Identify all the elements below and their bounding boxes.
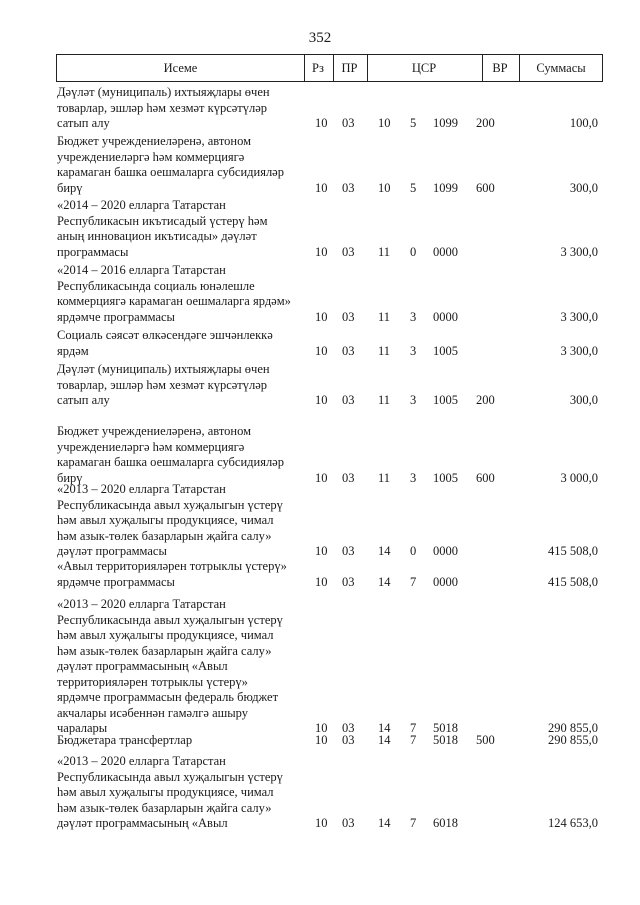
row-csr-1: 14 [378,816,391,830]
row-csr-3: 1099 [433,180,458,195]
row-sum: 3 300,0 [560,343,598,358]
row-csr-1: 11 [378,244,391,259]
table-row [0,754,640,832]
row-csr-1: 11 [378,343,391,358]
row-vr: 200 [476,116,495,130]
row-csr-1: 14 [378,721,391,735]
row-csr-2: 7 [410,733,417,747]
table-header [56,54,603,82]
row-csr-3: 5018 [433,721,458,735]
row-csr-1: 11 [378,470,391,485]
table-row [0,362,640,409]
row-name: «2013 – 2020 елларга Татарстан Республикасында авыл хуҗалыгын үстерү һәм авыл хуҗалыгы продукциясе, чимал һәм азык-төлек базарларын җайга салу» дәүләт программасы [57,482,283,558]
row-name: Бюджет учреждениеләренә, автоном учреждениеләргә һәм коммерциягә карамаган башка оешмаларга субсидияләр бирү [57,424,284,485]
row-rz: 10 [315,470,328,485]
row-pr: 03 [342,393,355,407]
row-rz: 10 [315,343,328,358]
row-name: «2013 – 2020 елларга Татарстан Республикасында авыл хуҗалыгын үстерү һәм авыл хуҗалыгы продукциясе, чимал һәм азык-төлек базарларын җайга салу» дәүләт программасының «Авыл территорияләрен тотрыклы үстерү» ярдәмче программасын федераль бюджет акчалары исәбеннән гамәлгә ашыру чаралары [57,597,283,735]
header-pr: ПР [341,61,358,75]
row-sum: 300,0 [569,393,598,407]
row-name: Дәүләт (муниципаль) ихтыяҗлары өчен товарлар, эшләр һәм хезмәт күрсәтүләр сатып алу [57,85,270,130]
row-sum: 3 300,0 [560,309,598,324]
row-rz: 10 [315,309,328,324]
row-pr: 03 [342,816,355,830]
table-row [0,482,640,560]
row-csr-2: 5 [410,116,417,130]
table-row [0,328,640,359]
row-csr-2: 3 [410,470,417,485]
row-name: «2014 – 2016 елларга Татарстан Республикасында социаль юнәлешле коммерциягә карамаган оешмаларга ярдәм» ярдәмче программасы [57,263,291,324]
row-sum: 290 855,0 [548,733,598,747]
row-csr-2: 3 [410,343,417,358]
row-csr-1: 10 [378,116,391,130]
row-pr: 03 [342,180,355,195]
row-pr: 03 [342,574,355,589]
table-row [0,85,640,132]
row-csr-3: 0000 [433,309,458,324]
row-pr: 03 [342,116,355,130]
row-pr: 03 [342,244,355,259]
row-csr-1: 14 [378,574,391,589]
row-csr-1: 14 [378,544,391,558]
row-sum: 415 508,0 [548,574,598,589]
row-csr-2: 5 [410,180,417,195]
row-sum: 415 508,0 [548,544,598,558]
row-vr: 600 [476,180,495,195]
row-csr-2: 7 [410,574,417,589]
row-csr-1: 11 [378,309,391,324]
table-row [0,263,640,325]
row-pr: 03 [342,721,355,735]
row-csr-1: 10 [378,180,391,195]
row-csr-3: 1005 [433,470,458,485]
row-sum: 100,0 [569,116,598,130]
table-row [0,134,640,196]
header-csr: ЦСР [411,61,437,75]
row-pr: 03 [342,470,355,485]
row-pr: 03 [342,343,355,358]
row-name: «2013 – 2020 елларга Татарстан Республикасында авыл хуҗалыгын үстерү һәм авыл хуҗалыгы продукциясе, чимал һәм азык-төлек базарларын җайга салу» дәүләт программасының «Авыл [57,754,283,830]
header-rz: Рз [312,61,324,75]
table-row [0,733,640,749]
row-rz: 10 [315,733,328,747]
row-csr-3: 1005 [433,343,458,358]
table-row [0,198,640,260]
row-csr-2: 7 [410,816,417,830]
header-sum: Суммасы [536,61,586,75]
row-pr: 03 [342,733,355,747]
row-csr-3: 0000 [433,244,458,259]
header-vr: ВР [492,61,508,75]
row-csr-2: 0 [410,244,417,259]
table-row [0,597,640,737]
row-pr: 03 [342,544,355,558]
row-csr-3: 0000 [433,544,458,558]
row-rz: 10 [315,816,328,830]
row-csr-3: 1005 [433,393,458,407]
header-name: Исеме [163,61,198,75]
row-rz: 10 [315,180,328,195]
row-csr-3: 5018 [433,733,458,747]
row-csr-3: 0000 [433,574,458,589]
row-name: Дәүләт (муниципаль) ихтыяҗлары өчен товарлар, эшләр һәм хезмәт күрсәтүләр сатып алу [57,362,270,407]
row-sum: 300,0 [569,180,598,195]
row-csr-3: 1099 [433,116,458,130]
row-rz: 10 [315,544,328,558]
page-number: 352 [308,30,332,46]
row-csr-1: 11 [378,393,391,407]
row-csr-2: 7 [410,721,417,735]
row-name: Социаль сәясәт өлкәсендәге эшчәнлеккә ярдәм [57,328,273,358]
row-sum: 290 855,0 [548,721,598,735]
row-csr-2: 3 [410,393,417,407]
row-name: «2014 – 2020 елларга Татарстан Республикасын икътисадый үстерү һәм аның инновацион икътисады» дәүләт программасы [57,198,268,259]
row-csr-1: 14 [378,733,391,747]
row-rz: 10 [315,721,328,735]
row-sum: 3 300,0 [560,244,598,259]
row-rz: 10 [315,244,328,259]
row-vr: 200 [476,393,495,407]
row-csr-2: 3 [410,309,417,324]
row-sum: 3 000,0 [560,470,598,485]
row-csr-3: 6018 [433,816,458,830]
table-row [0,559,640,590]
row-rz: 10 [315,574,328,589]
row-sum: 124 653,0 [548,816,598,830]
row-rz: 10 [315,116,328,130]
row-name: Бюджет учреждениеләренә, автоном учреждениеләргә һәм коммерциягә карамаган башка оешмаларга субсидияләр бирү [57,134,284,195]
row-name: «Авыл территорияләрен тотрыклы үстерү» ярдәмче программасы [57,559,287,589]
row-rz: 10 [315,393,328,407]
row-vr: 600 [476,470,495,485]
row-csr-2: 0 [410,544,417,558]
table-row [0,424,640,486]
row-vr: 500 [476,733,495,747]
row-name: Бюджетара трансфертлар [57,733,193,747]
row-pr: 03 [342,309,355,324]
